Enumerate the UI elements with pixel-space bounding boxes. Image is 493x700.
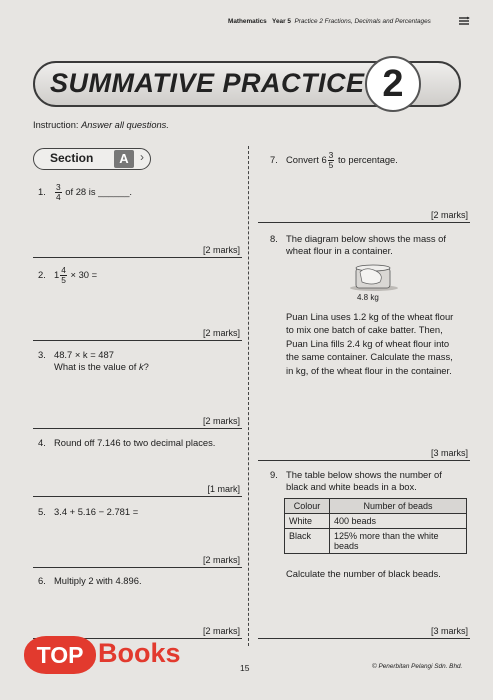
marks-q9: [3 marks] xyxy=(430,626,468,636)
section-arrow-icon: › xyxy=(140,150,144,164)
question-2: 2. 1 $\frac{4}{5}$ × 30 = xyxy=(38,265,98,285)
section-letter: A xyxy=(114,150,134,168)
instruction-text: Answer all questions. xyxy=(81,120,169,130)
table-header-row xyxy=(285,499,467,514)
beads-table xyxy=(284,498,467,554)
question-1: 1. $\frac{3}{4}$ of 28 is ______. xyxy=(38,182,133,202)
marks-q2: [2 marks] xyxy=(202,328,240,338)
table-cell: Black xyxy=(285,529,330,554)
question-3: 3. 48.7 × k = 487 What is the value of k? xyxy=(38,349,149,372)
section-label: Section xyxy=(50,151,94,165)
header-practice: Practice 2 Fractions, Decimals and Percentages xyxy=(294,18,431,25)
book-stack-icon xyxy=(458,16,470,26)
question-8-body: Puan Lina uses 1.2 kg of the wheat flour to mix one batch of cake batter. Then, Puan Lina fills 2.4 kg of wheat flour into the same container. Calculate the mass, in kg, of the wheat flour in the container. xyxy=(286,311,454,376)
instruction-prefix: Instruction: xyxy=(33,120,82,130)
table-row xyxy=(285,529,467,554)
divider-rule xyxy=(33,428,242,429)
fraction: $\frac{3}{4}$ xyxy=(56,182,61,202)
publisher: © Penerbitan Pelangi Sdn. Bhd. xyxy=(372,663,463,670)
banner-number: 2 xyxy=(382,63,404,105)
header-subject: Mathematics xyxy=(228,18,267,25)
divider-rule xyxy=(33,257,242,258)
divider-rule xyxy=(33,496,242,497)
divider-rule xyxy=(258,222,470,223)
marks-q5: [2 marks] xyxy=(202,555,240,565)
marks-q7: [2 marks] xyxy=(430,210,468,220)
watermark-top: TOP xyxy=(24,636,96,674)
fraction: $\frac{4}{5}$ xyxy=(61,265,66,285)
banner-title: SUMMATIVE PRACTICE xyxy=(50,68,365,98)
marks-q3: [2 marks] xyxy=(202,416,240,426)
question-9-intro: 9. The table below shows the number of black and white beads in a box. xyxy=(270,469,442,492)
table-cell: White xyxy=(285,514,330,529)
page-number: 15 xyxy=(240,663,250,673)
running-header xyxy=(228,18,466,25)
marks-q6: [2 marks] xyxy=(202,626,240,636)
question-9-after: Calculate the number of black beads. xyxy=(286,568,441,579)
flour-mass-label: 4.8 kg xyxy=(357,293,379,302)
question-7: 7. Convert 6 $\frac{3}{5}$ to percentage. xyxy=(270,150,398,170)
watermark-books: Books xyxy=(98,638,181,668)
header-year: Year 5 xyxy=(272,18,291,25)
question-4: 4. Round off 7.146 to two decimal places. xyxy=(38,437,216,448)
divider-rule xyxy=(33,340,242,341)
table-row xyxy=(285,514,467,529)
table-header-cell: Number of beads xyxy=(330,499,467,514)
instruction xyxy=(33,120,169,130)
marks-q8: [3 marks] xyxy=(430,448,468,458)
answer-blank[interactable]: ______. xyxy=(98,185,133,197)
divider-rule xyxy=(258,638,470,639)
divider-rule xyxy=(33,567,242,568)
question-6: 6. Multiply 2 with 4.896. xyxy=(38,575,142,586)
fraction: $\frac{3}{5}$ xyxy=(328,150,334,170)
question-8-intro: 8. The diagram below shows the mass of wheat flour in a container. xyxy=(270,233,446,256)
column-divider xyxy=(248,146,249,646)
table-header-cell: Colour xyxy=(285,499,330,514)
question-5: 5. 3.4 + 5.16 − 2.781 = xyxy=(38,506,139,517)
table-cell: 400 beads xyxy=(330,514,467,529)
marks-q4: [1 mark] xyxy=(207,484,240,494)
marks-q1: [2 marks] xyxy=(202,245,240,255)
flour-container-image xyxy=(346,262,402,292)
table-cell: 125% more than the white beads xyxy=(330,529,467,554)
divider-rule xyxy=(258,460,470,461)
